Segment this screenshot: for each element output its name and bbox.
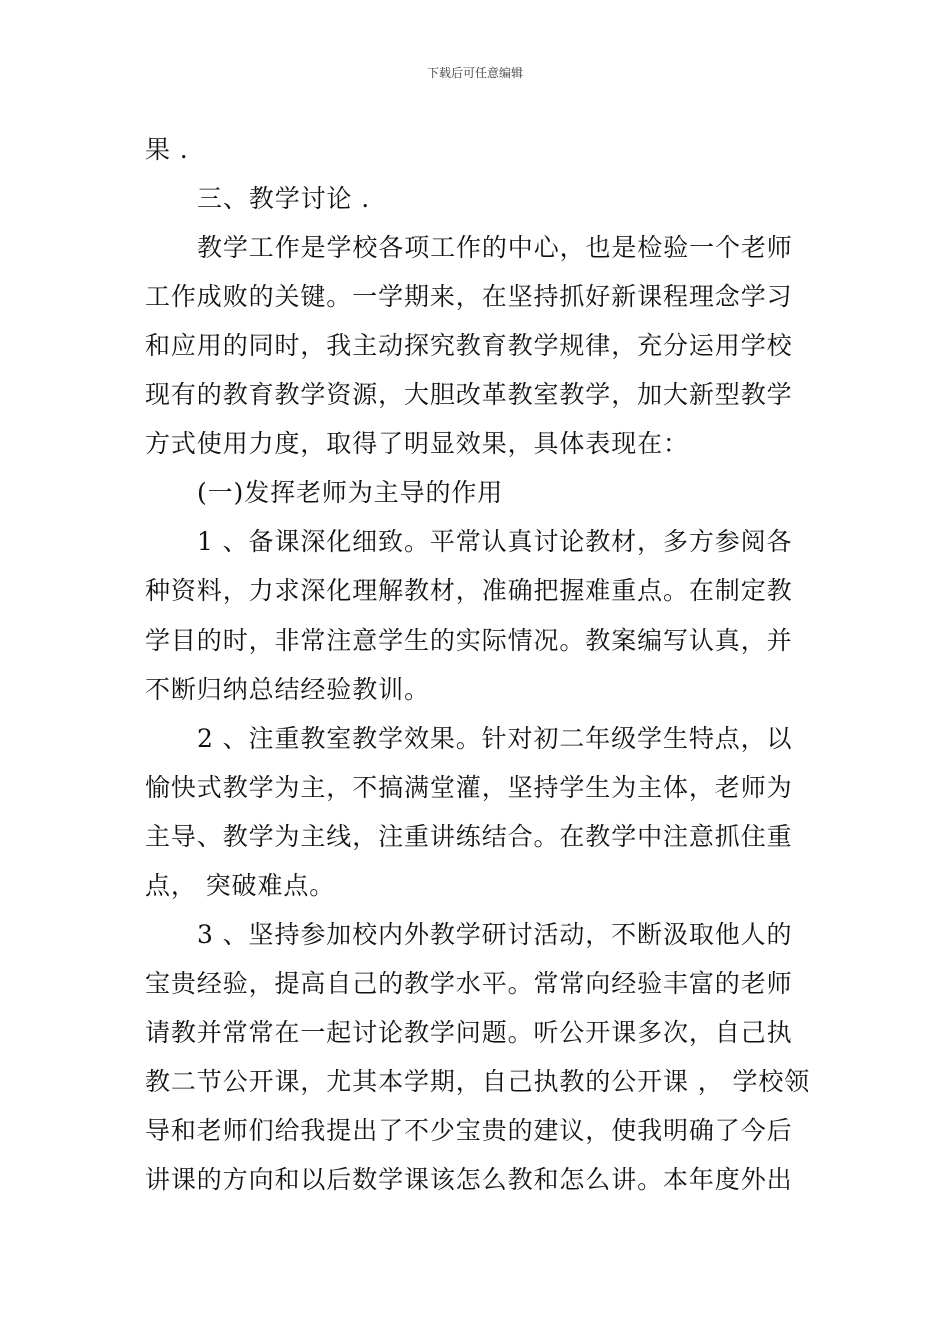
text-line: 种资料，力求深化理解教材，准确把握难重点。在制定教 bbox=[145, 576, 793, 606]
text-line: 2 、注重教室教学效果。针对初二年级学生特点，以 bbox=[197, 723, 793, 753]
text-line: 导和老师们给我提出了不少宝贵的建议，使我明确了今后 bbox=[145, 1116, 793, 1145]
text-line: 主导、教学为主线，注重讲练结合。在教学中注意抓住重 bbox=[145, 821, 793, 851]
text-line: 果 . bbox=[145, 135, 189, 164]
text-line: 学目的时，非常注意学生的实际情况。教案编写认真，并 bbox=[145, 625, 793, 655]
text-line: 方式使用力度，取得了明显效果，具体表现在： bbox=[145, 429, 689, 459]
text-line: 愉快式教学为主，不搞满堂灌，坚持学生为主体，老师为 bbox=[145, 772, 793, 802]
text-line: 教二节公开课，尤其本学期，自己执教的公开课 ， 学校领 bbox=[145, 1066, 811, 1096]
text-line: 宝贵经验，提高自己的教学水平。常常向经验丰富的老师 bbox=[145, 968, 793, 998]
text-line: 1 、备课深化细致。平常认真讨论教材，多方参阅各 bbox=[197, 527, 793, 557]
text-line: 现有的教育教学资源，大胆改革教室教学，加大新型教学 bbox=[145, 380, 793, 410]
text-line: 工作成败的关键。一学期来，在坚持抓好新课程理念学习 bbox=[145, 282, 793, 312]
page-header: 下载后可任意编辑 bbox=[426, 66, 523, 80]
text-line: (一)发挥老师为主导的作用 bbox=[197, 478, 504, 508]
text-line: 和应用的同时，我主动探究教育教学规律，充分运用学校 bbox=[145, 331, 793, 361]
text-line: 讲课的方向和以后数学课该怎么教和怎么讲。本年度外出 bbox=[145, 1165, 793, 1195]
text-line: 三、教学讨论 . bbox=[197, 184, 371, 214]
text-line: 3 、坚持参加校内外教学研讨活动，不断汲取他人的 bbox=[197, 919, 793, 949]
text-line: 点， 突破难点。 bbox=[145, 870, 336, 900]
text-line: 请教并常常在一起讨论教学问题。听公开课多次，自己执 bbox=[145, 1017, 793, 1047]
text-line: 不断归纳总结经验教训。 bbox=[145, 674, 430, 704]
text-line: 教学工作是学校各项工作的中心，也是检验一个老师 bbox=[197, 233, 793, 263]
